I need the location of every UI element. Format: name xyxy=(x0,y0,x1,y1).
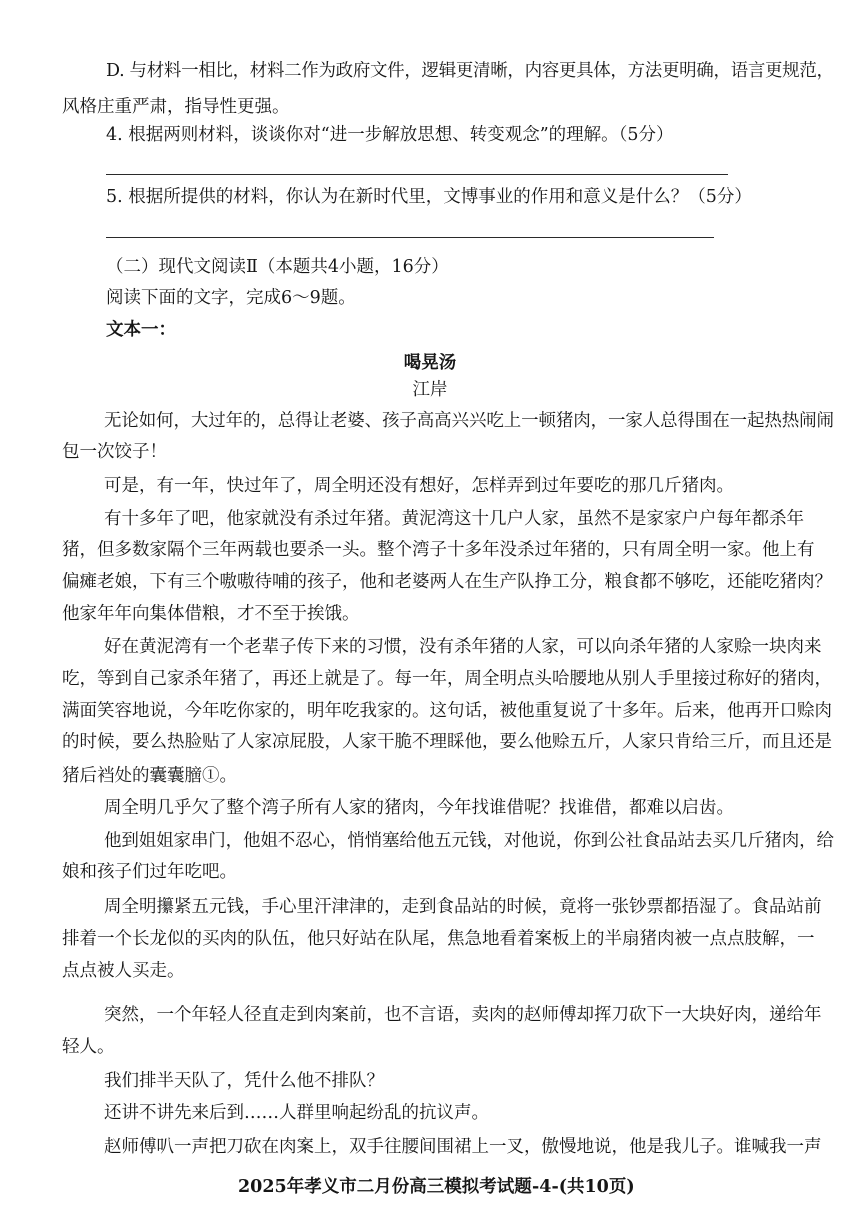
story-line: 我们排半天队了，凭什么他不排队？ xyxy=(104,1071,384,1091)
story-line: 周全明攥紧五元钱，手心里汗津津的，走到食品站的时候，竟将一张钞票都捂湿了。食品站前 xyxy=(104,897,822,917)
story-line: 好在黄泥湾有一个老辈子传下来的习惯，没有杀年猪的人家，可以向杀年猪的人家赊一块肉来 xyxy=(104,637,822,657)
option-d-line1: D. 与材料一相比，材料二作为政府文件，逻辑更清晰，内容更具体，方法更明确，语言更规范， xyxy=(106,61,834,81)
story-line: 无论如何，大过年的，总得让老婆、孩子高高兴兴吃上一顿猪肉，一家人总得围在一起热热闹闹 xyxy=(104,411,834,431)
story-title: 喝晃汤 xyxy=(403,353,457,373)
story-line: 猪，但多数家隔个三年两载也要杀一头。整个湾子十多年没杀过年猪的，只有周全明一家。他上有 xyxy=(62,540,815,560)
footer-page-number: -4-(共10页) xyxy=(532,1177,635,1197)
answer-line-q5[interactable] xyxy=(106,237,714,238)
story-line: 排着一个长龙似的买肉的队伍，他只好站在队尾，焦急地看着案板上的半扇猪肉被一点点肢解，一 xyxy=(62,929,815,949)
story-line: 他到姐姐家串门，他姐不忍心，悄悄塞给他五元钱，对他说，你到公社食品站去买几斤猪肉，给 xyxy=(104,831,834,851)
story-line: 点点被人买走。 xyxy=(62,961,185,981)
story-line: 突然，一个年轻人径直走到肉案前，也不言语，卖肉的赵师傅却挥刀砍下一大块好肉，递给年 xyxy=(104,1005,822,1025)
answer-line-q4[interactable] xyxy=(106,174,728,175)
story-line: 包一次饺子！ xyxy=(62,442,167,462)
story-author: 江岸 xyxy=(412,380,448,400)
story-line: 可是，有一年，快过年了，周全明还没有想好，怎样弄到过年要吃的那几斤猪肉。 xyxy=(104,476,734,496)
section-heading: （二）现代文阅读Ⅱ（本题共4小题，16分） xyxy=(106,257,449,277)
story-line: 偏瘫老娘，下有三个嗷嗷待哺的孩子，他和老婆两人在生产队挣工分，粮食都不够吃，还能吃猪肉？ xyxy=(62,572,832,592)
section-instruction: 阅读下面的文字，完成6～9题。 xyxy=(106,288,356,308)
story-line: 还讲不讲先来后到……人群里响起纷乱的抗议声。 xyxy=(104,1103,489,1123)
story-line: 娘和孩子们过年吃吧。 xyxy=(62,862,237,882)
question-5: 5. 根据所提供的材料，你认为在新时代里，文博事业的作用和意义是什么？（5分） xyxy=(106,187,752,207)
question-4: 4. 根据两则材料，谈谈你对“进一步解放思想、转变观念”的理解。（5分） xyxy=(106,125,674,145)
option-d-line2: 风格庄重严肃，指导性更强。 xyxy=(62,97,290,117)
text-label: 文本一： xyxy=(106,320,176,340)
story-line: 他家年年向集体借粮，才不至于挨饿。 xyxy=(62,604,360,624)
story-line: 有十多年了吧，他家就没有杀过年猪。黄泥湾这十几户人家，虽然不是家家户户每年都杀年 xyxy=(104,509,804,529)
footer-exam-title: 2025年孝义市二月份高三模拟考试题 xyxy=(238,1177,532,1197)
story-line: 猪后裆处的囊囊膪①。 xyxy=(62,766,237,786)
story-line: 周全明几乎欠了整个湾子所有人家的猪肉，今年找谁借呢？找谁借，都难以启齿。 xyxy=(104,798,734,818)
story-line: 轻人。 xyxy=(62,1037,115,1057)
story-line: 吃，等到自己家杀年猪了，再还上就是了。每一年，周全明点头哈腰地从别人手里接过称好的猪肉， xyxy=(62,669,832,689)
story-line: 满面笑容地说，今年吃你家的，明年吃我家的。这句话，被他重复说了十多年。后来，他再开口赊肉 xyxy=(62,701,832,721)
story-line: 的时候，要么热脸贴了人家凉屁股，人家干脆不理睬他，要么他赊五斤，人家只肯给三斤，而且还是 xyxy=(62,732,832,752)
story-line: 赵师傅叭一声把刀砍在肉案上，双手往腰间围裙上一叉，傲慢地说，他是我儿子。谁喊我一声 xyxy=(104,1137,822,1157)
